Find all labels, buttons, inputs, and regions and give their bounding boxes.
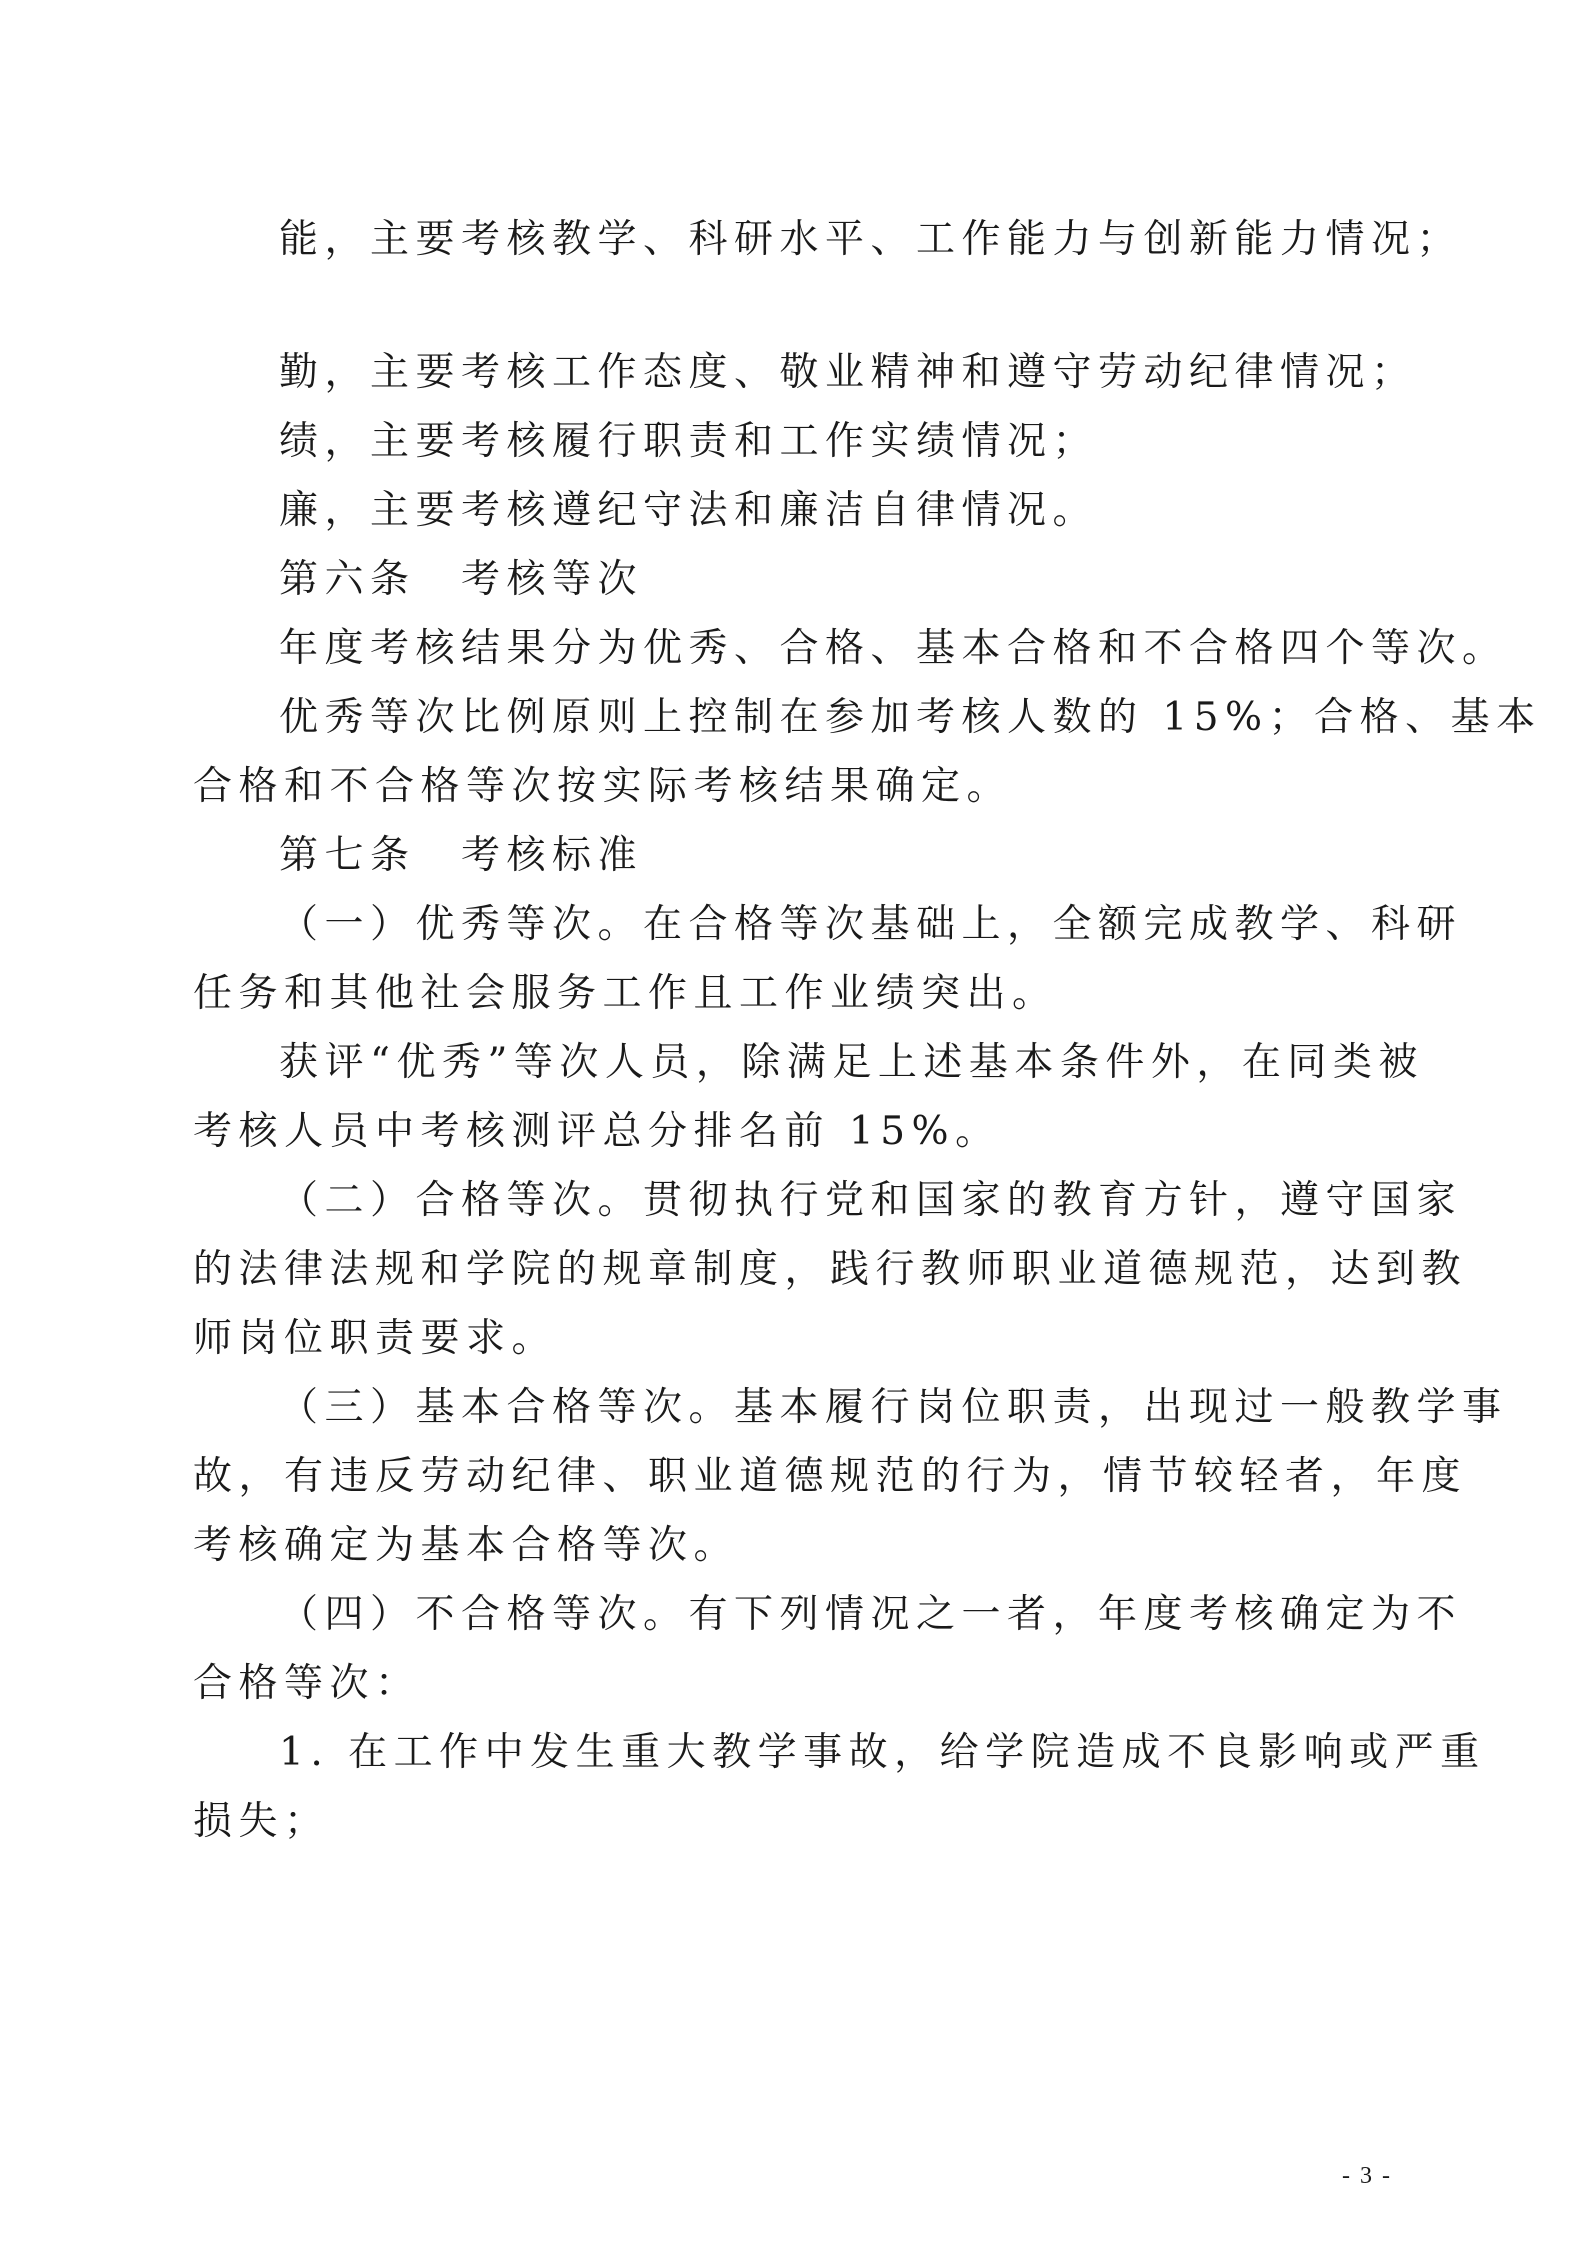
paragraph-line: （三）基本合格等次。基本履行岗位职责，出现过一般教学事 bbox=[279, 1385, 1508, 1430]
article-heading: 第七条 考核标准 bbox=[279, 833, 644, 878]
paragraph-line: （四）不合格等次。有下列情况之一者，年度考核确定为不 bbox=[279, 1592, 1463, 1637]
article-heading: 第六条 考核等次 bbox=[279, 557, 644, 602]
paragraph-line: 故，有违反劳动纪律、职业道德规范的行为，情节较轻者，年度 bbox=[193, 1454, 1468, 1499]
paragraph-line: 师岗位职责要求。 bbox=[193, 1316, 558, 1361]
paragraph-line: 获评“优秀”等次人员，除满足上述基本条件外，在同类被 bbox=[279, 1040, 1424, 1085]
paragraph-line: 廉，主要考核遵纪守法和廉洁自律情况。 bbox=[279, 488, 1099, 533]
paragraph-line: 勤，主要考核工作态度、敬业精神和遵守劳动纪律情况； bbox=[279, 350, 1417, 395]
paragraph-line: 能，主要考核教学、科研水平、工作能力与创新能力情况； bbox=[279, 217, 1463, 262]
paragraph-line: 损失； bbox=[193, 1799, 330, 1844]
paragraph-line: 任务和其他社会服务工作且工作业绩突出。 bbox=[193, 971, 1058, 1016]
paragraph-line: 合格等次： bbox=[193, 1661, 421, 1706]
page-number: - 3 - bbox=[1342, 2163, 1392, 2189]
paragraph-line: （一）优秀等次。在合格等次基础上，全额完成教学、科研 bbox=[279, 902, 1463, 947]
paragraph-line: （二）合格等次。贯彻执行党和国家的教育方针，遵守国家 bbox=[279, 1178, 1463, 1223]
paragraph-line: 考核确定为基本合格等次。 bbox=[193, 1523, 740, 1568]
paragraph-line: 1. 在工作中发生重大教学事故，给学院造成不良影响或严重 bbox=[279, 1730, 1486, 1775]
paragraph-line: 年度考核结果分为优秀、合格、基本合格和不合格四个等次。 bbox=[279, 626, 1508, 671]
paragraph-line: 的法律法规和学院的规章制度，践行教师职业道德规范，达到教 bbox=[193, 1247, 1468, 1292]
paragraph-line: 合格和不合格等次按实际考核结果确定。 bbox=[193, 764, 1013, 809]
paragraph-line: 绩，主要考核履行职责和工作实绩情况； bbox=[279, 419, 1099, 464]
paragraph-line: 优秀等次比例原则上控制在参加考核人数的 15%；合格、基本 bbox=[279, 695, 1542, 740]
document-body bbox=[193, 205, 1542, 1856]
paragraph-line: 考核人员中考核测评总分排名前 15%。 bbox=[193, 1109, 1001, 1154]
